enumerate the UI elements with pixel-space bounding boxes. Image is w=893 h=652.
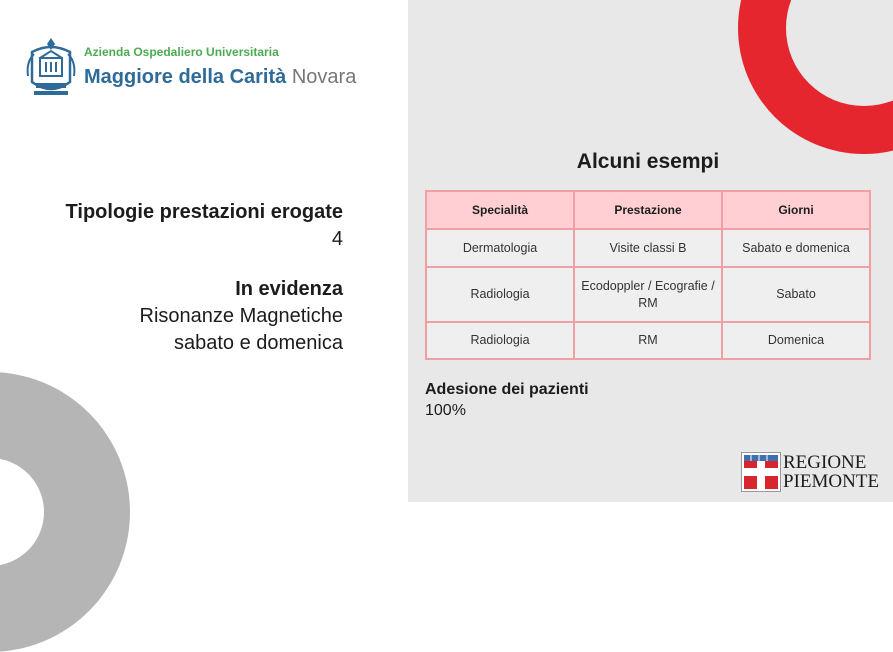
- org-city: Novara: [291, 66, 357, 88]
- adherence-label: Adesione dei pazienti: [425, 381, 589, 398]
- table-cell: Sabato: [722, 267, 870, 322]
- adherence-value: 100%: [425, 402, 466, 419]
- highlight-heading: In evidenza: [235, 278, 343, 300]
- regione-line2: PIEMONTE: [783, 471, 880, 492]
- regione-line1: REGIONE: [783, 452, 867, 473]
- table-cell: Domenica: [722, 322, 870, 359]
- table-cell: Radiologia: [426, 267, 574, 322]
- org-name: Maggiore della Carità: [84, 66, 287, 88]
- highlight-line2: sabato e domenica: [173, 332, 343, 354]
- hospital-logo-icon: [24, 36, 78, 100]
- table-cell: Radiologia: [426, 322, 574, 359]
- column-header: Prestazione: [574, 191, 722, 229]
- column-header: Specialità: [426, 191, 574, 229]
- org-subtitle: Azienda Ospedaliero Universitaria: [84, 45, 279, 59]
- org-title: [84, 66, 356, 89]
- table-header-row: [426, 191, 870, 229]
- table-row: [426, 267, 870, 322]
- table-cell: Dermatologia: [426, 229, 574, 267]
- table-cell: Visite classi B: [574, 229, 722, 267]
- services-count: 4: [331, 228, 343, 250]
- table-row: [426, 322, 870, 359]
- table-cell: Sabato e domenica: [722, 229, 870, 267]
- table-cell: Ecodoppler / Ecografie / RM: [574, 267, 722, 322]
- regione-piemonte-flag-icon: [741, 452, 781, 492]
- regione-piemonte-wordmark: [783, 453, 879, 491]
- column-header: Giorni: [722, 191, 870, 229]
- examples-title: Alcuni esempi: [576, 150, 720, 173]
- table-row: [426, 229, 870, 267]
- table-cell: RM: [574, 322, 722, 359]
- services-heading: Tipologie prestazioni erogate: [65, 201, 343, 223]
- highlight-line1: Risonanze Magnetiche: [139, 305, 343, 327]
- left-summary: [43, 198, 343, 357]
- examples-table: [425, 190, 871, 360]
